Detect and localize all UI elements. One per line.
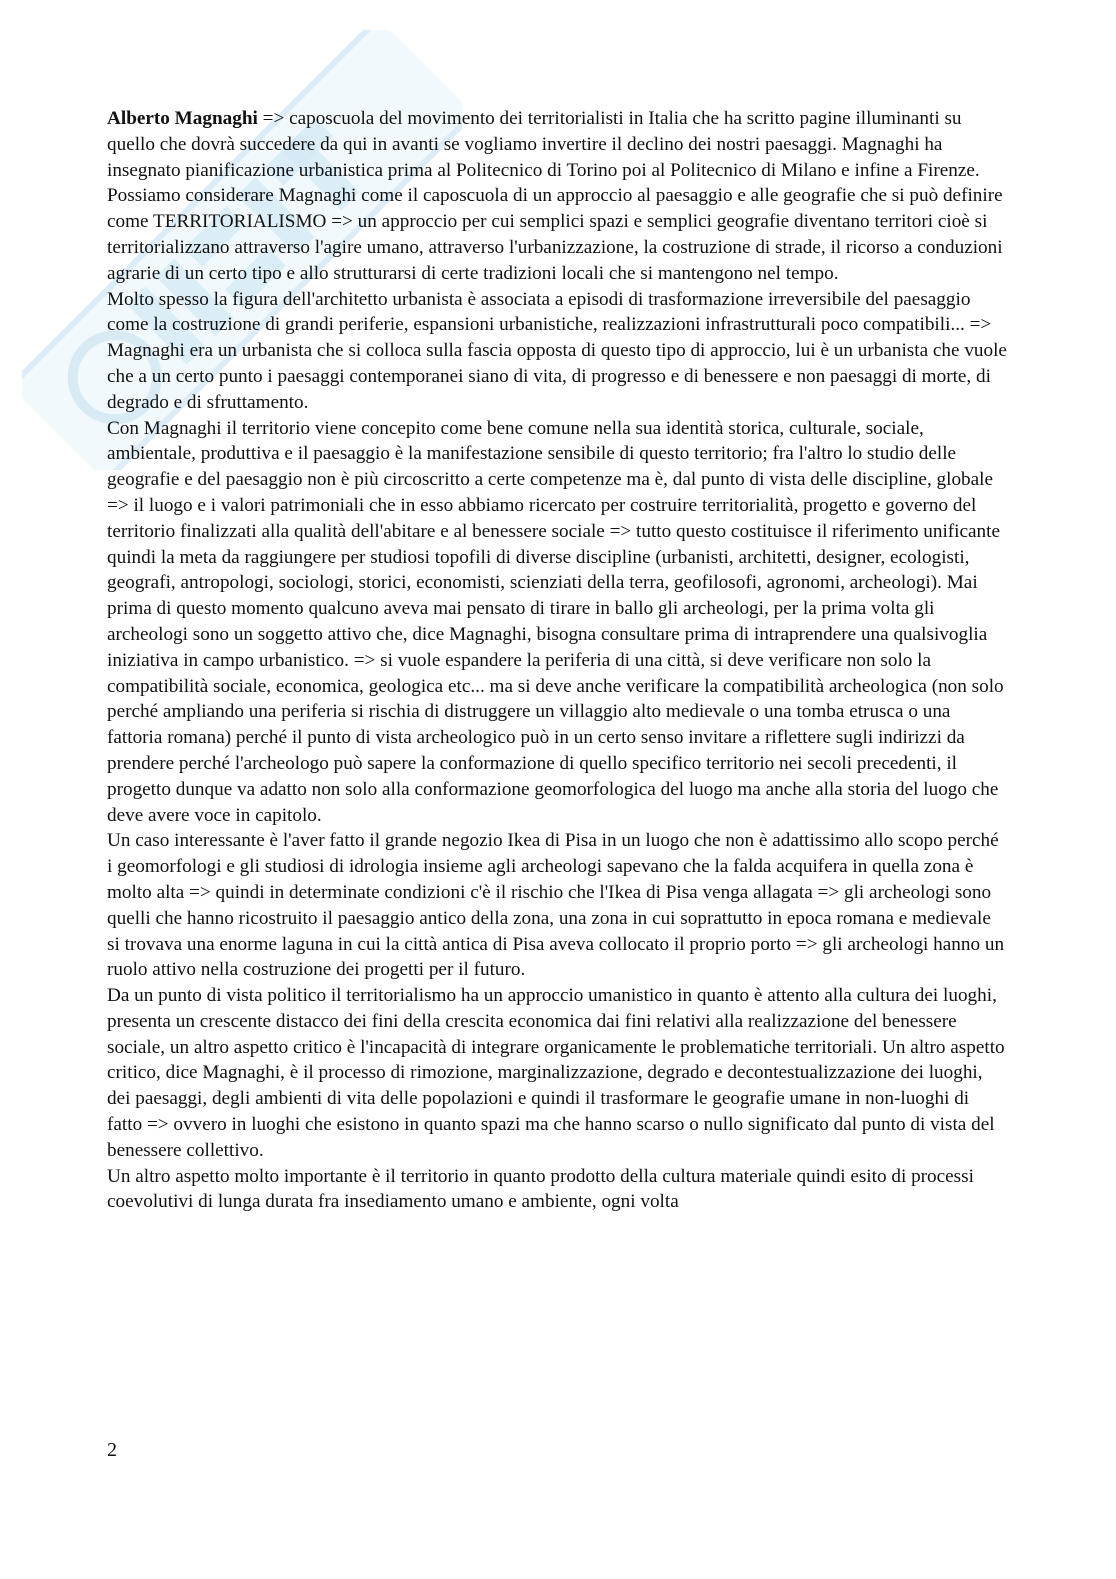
paragraph-2: Possiamo considerare Magnaghi come il caposcuola di un approccio al paesaggio e alle geografie che si può definire come TERRITORIALISMO => un approccio per cui semplici spazi e semplici geografie diventano territori cioè si territorializzano attraverso l'agire umano, attraverso l'urbanizzazione, la costruzione di strade, il ricorso a conduzioni agrarie di un certo tipo e allo strutturarsi di certe tradizioni locali che si mantengono nel tempo. [107,185,1003,284]
paragraph-5: Un caso interessante è l'aver fatto il grande negozio Ikea di Pisa in un luogo che non è adattissimo allo scopo perché i geomorfologi e gli studiosi di idrologia insieme agli archeologi sapevano che la falda acquifera in quella zona è molto alta => quindi in determinate condizioni c'è il rischio che l'Ikea di Pisa venga allagata => gli archeologi sono quelli che hanno ricostruito il paesaggio antico della zona, una zona in cui soprattutto in epoca romana e medievale si trovava una enorme laguna in cui la città antica di Pisa aveva collocato il proprio porto => gli archeologi hanno un ruolo attivo nella costruzione dei progetti per il futuro. [107,830,1005,981]
paragraph-6: Da un punto di vista politico il territorialismo ha un approccio umanistico in quanto è attento alla cultura dei luoghi, presenta un crescente distacco dei fini della crescita economica dai fini relativi alla realizzazione del benessere sociale, un altro aspetto critico è l'incapacità di integrare organicamente le problematiche territoriali. Un altro aspetto critico, dice Magnaghi, è il processo di rimozione, marginalizzazione, degrado e decontestualizzazione dei luoghi, dei paesaggi, degli ambienti di vita delle popolazioni e quindi il trasformare le geografie umane in non-luoghi di fatto => ovvero in luoghi che esistono in quanto spazi ma che hanno scarso o nullo significato dal punto di vista del benessere collettivo. [107,985,1005,1161]
paragraph-4: Con Magnaghi il territorio viene concepito come bene comune nella sua identità storica, culturale, sociale, ambientale, produttiva e il paesaggio è la manifestazione sensibile di questo territorio; fra l'altro lo studio delle geografie e del paesaggio non è più circoscritto a certe competenze ma è, dal punto di vista delle discipline, globale => il luogo e i valori patrimoniali che in esso abbiamo ricercato per costruire territorialità, progetto e governo del territorio finalizzati alla qualità dell'abitare e al benessere sociale => tutto questo costituisce il riferimento unificante quindi la meta da raggiungere per studiosi topofili di diverse discipline (urbanisti, architetti, designer, ecologisti, geografi, antropologi, sociologi, storici, economisti, scienziati della terra, geofilosofi, agronomi, archeologi). Mai prima di questo momento qualcuno aveva mai pensato di tirare in ballo gli archeologi, per la prima volta gli archeologi sono un soggetto attivo che, dice Magnaghi, bisogna consultare prima di intraprendere una qualsivoglia iniziativa in campo urbanistico. => si vuole espandere la periferia di una città, si deve verificare non solo la compatibilità sociale, economica, geologica etc... ma si deve anche verificare la compatibilità archeologica (non solo perché ampliando una periferia si rischia di distruggere un villaggio alto medievale o una tomba etrusca o una fattoria romana) perché il punto di vista archeologico può in un certo senso invitare a riflettere sugli indirizzi da prendere perché l'archeologo può sapere la conformazione di quello specifico territorio nei secoli precedenti, il progetto dunque va adatto non solo alla conformazione geomorfologica del luogo ma anche alla storia del luogo che deve avere voce in capitolo. [107,417,1004,826]
paragraph-7: Un altro aspetto molto importante è il territorio in quanto prodotto della cultura materiale quindi esito di processi coevolutivi di lunga durata fra insediamento umano e ambiente, ogni volta [107,1165,974,1213]
paragraph-1 [107,106,1007,183]
page-number: 2 [107,1439,117,1461]
document-body [107,106,1007,1215]
paragraph-1-text: => caposcuola del movimento dei territorialisti in Italia che ha scritto pagine illuminanti su quello che dovrà succedere da qui in avanti se vogliamo invertire il declino dei nostri paesaggi. Magnaghi ha insegnato pianificazione urbanistica prima al Politecnico di Torino poi al Politecnico di Milano e infine a Firenze. [107,108,980,181]
paragraph-3: Molto spesso la figura dell'architetto urbanista è associata a episodi di trasformazione irreversibile del paesaggio come la costruzione di grandi periferie, espansioni urbanistiche, realizzazioni infrastrutturali poco compatibili... => Magnaghi era un urbanista che si colloca sulla fascia opposta di questo tipo di approccio, lui è un urbanista che vuole che a un certo punto i paesaggi contemporanei siano di vita, di progresso e di benessere e non paesaggi di morte, di degrado e di sfruttamento. [107,288,1007,413]
author-name: Alberto Magnaghi [107,108,258,129]
